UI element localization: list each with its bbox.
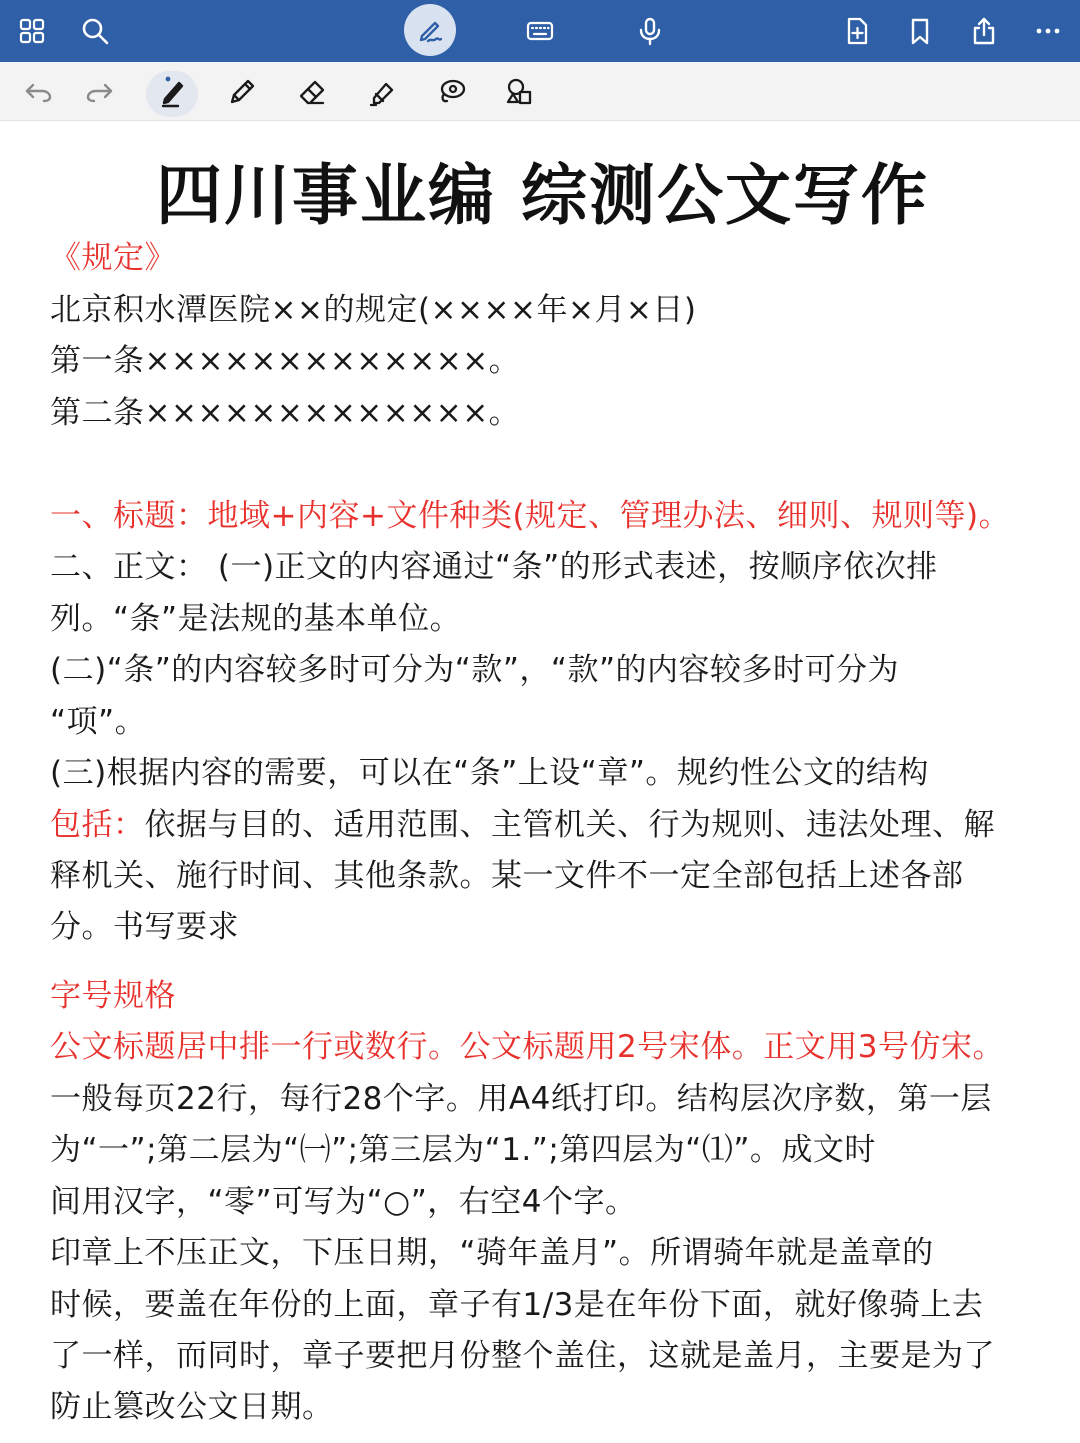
doc-line: 列。“条”是法规的基本单位。: [50, 601, 462, 637]
doc-line-mixed: [50, 800, 1035, 852]
doc-line: 防止篡改公文日期。: [50, 1389, 334, 1425]
doc-line: 第二条×××××××××××××。: [50, 395, 521, 431]
redo-icon[interactable]: [78, 70, 122, 114]
doc-line: 一般每页22行，每行28个字。用A4纸打印。结构层次序数，第一层: [50, 1081, 992, 1117]
bookmark-icon[interactable]: [898, 9, 942, 53]
doc-line: 印章上不压正文，下压日期，“骑年盖月”。所谓骑年就是盖章的: [50, 1235, 934, 1271]
doc-line: 二、正文： (一)正文的内容通过“条”的形式表述，按顺序依次排: [50, 549, 938, 585]
doc-line: 为“一”;第二层为“㈠”;第三层为“1.”;第四层为“⑴”。成文时: [50, 1132, 876, 1168]
pen-mode-icon[interactable]: [404, 4, 456, 56]
doc-line: (二)“条”的内容较多时可分为“款”，“款”的内容较多时可分为: [50, 652, 900, 688]
eraser-icon[interactable]: [290, 70, 334, 114]
doc-text: 依据与目的、适用范围、主管机关、行为规则、违法处理、解: [144, 807, 995, 843]
more-icon[interactable]: [1026, 9, 1070, 53]
pencil-icon[interactable]: [220, 70, 264, 114]
top-toolbar: [0, 0, 1080, 62]
undo-icon[interactable]: [16, 70, 60, 114]
share-icon[interactable]: [962, 9, 1006, 53]
section-heading: 一、标题：地域+内容+文件种类(规定、管理办法、细则、规则等)。: [50, 498, 1011, 534]
search-icon[interactable]: [73, 9, 117, 53]
doc-line: 北京积水潭医院××的规定(××××年×月×日): [50, 292, 697, 328]
doc-line: 时候，要盖在年份的上面，章子有1/3是在年份下面，就好像骑上去: [50, 1287, 984, 1323]
page-title: 四川事业编 综测公文写作: [156, 157, 929, 234]
section-heading: 字号规格: [50, 978, 176, 1014]
add-page-icon[interactable]: [835, 9, 879, 53]
keyboard-icon[interactable]: [518, 9, 562, 53]
doc-line: “项”。: [50, 704, 147, 740]
lasso-icon[interactable]: [430, 70, 474, 114]
highlighter-icon[interactable]: [360, 70, 404, 114]
microphone-icon[interactable]: [628, 9, 672, 53]
doc-line: 公文标题居中排一行或数行。公文标题用2号宋体。正文用3号仿宋。: [50, 1029, 1004, 1065]
doc-line: 了一样，而同时，章子要把月份整个盖住，这就是盖月，主要是为了: [50, 1338, 995, 1374]
grid-icon[interactable]: [10, 9, 54, 53]
ballpoint-pen-icon[interactable]: [150, 70, 194, 114]
doc-line: (三)根据内容的需要，可以在“条”上设“章”。规约性公文的结构: [50, 755, 929, 791]
shapes-icon[interactable]: [498, 70, 542, 114]
doc-line: 第一条×××××××××××××。: [50, 343, 521, 379]
doc-line: 《规定》: [50, 240, 176, 276]
doc-line: 间用汉字，“零”可写为“○”，右空4个字。: [50, 1184, 637, 1220]
doc-line: 释机关、施行时间、其他条款。某一文件不一定全部包括上述各部: [50, 858, 964, 894]
red-label: 包括：: [50, 807, 145, 843]
doc-line: 分。书写要求: [50, 909, 239, 945]
